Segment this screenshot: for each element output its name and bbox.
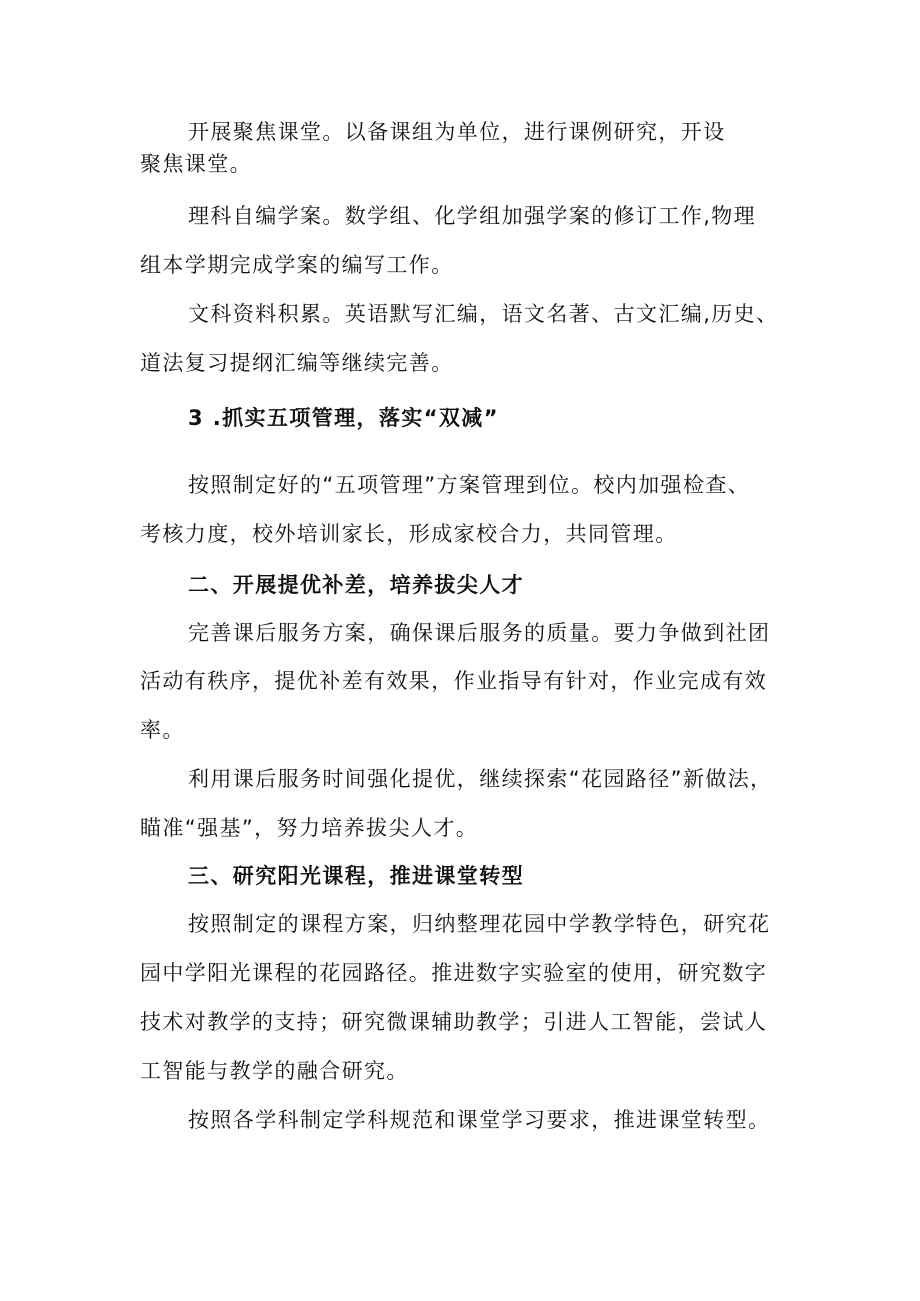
paragraph-classroom-transformation: 按照各学科制定学科规范和课堂学习要求，推进课堂转型。 xyxy=(188,1108,771,1132)
paragraph-after-school-service-line-1: 完善课后服务方案，确保课后服务的质量。要力争做到社团 xyxy=(188,621,771,645)
paragraph-curriculum-plan-line-3: 技术对教学的支持；研究微课辅助教学；引进人工智能，尝试人 xyxy=(140,1010,768,1034)
paragraph-after-school-service-line-3: 率。 xyxy=(140,718,185,742)
paragraph-curriculum-plan-line-4: 工智能与教学的融合研究。 xyxy=(140,1059,409,1083)
paragraph-arts-materials-line-1: 文科资料积累。英语默写汇编，语文名著、古文汇编,历史、 xyxy=(188,302,779,326)
paragraph-after-school-service-line-2: 活动有秩序，提优补差有效果，作业指导有针对，作业完成有效 xyxy=(140,669,768,693)
paragraph-science-lesson-plans-line-1: 理科自编学案。数学组、化学组加强学案的修订工作,物理 xyxy=(188,204,757,228)
heading-five-management: 3 .抓实五项管理，落实“双减” xyxy=(188,406,499,430)
paragraph-five-management-line-1: 按照制定好的“五项管理”方案管理到位。校内加强检查、 xyxy=(188,473,751,497)
paragraph-curriculum-plan-line-1: 按照制定的课程方案，归纳整理花园中学教学特色，研究花 xyxy=(188,912,771,936)
paragraph-curriculum-plan-line-2: 园中学阳光课程的花园路径。推进数字实验室的使用，研究数字 xyxy=(140,961,768,985)
paragraph-science-lesson-plans-line-2: 组本学期完成学案的编写工作。 xyxy=(140,253,454,277)
paragraph-garden-path-line-2: 瞄准“强基”，努力培养拔尖人才。 xyxy=(140,816,479,840)
heading-section-three: 三、研究阳光课程，推进课堂转型 xyxy=(188,864,524,888)
heading-section-two: 二、开展提优补差，培养拔尖人才 xyxy=(188,573,524,597)
paragraph-arts-materials-line-2: 道法复习提纲汇编等继续完善。 xyxy=(140,351,454,375)
paragraph-five-management-line-2: 考核力度，校外培训家长，形成家校合力，共同管理。 xyxy=(140,522,678,546)
paragraph-focus-classroom-line-2: 聚焦课堂。 xyxy=(140,152,252,176)
paragraph-focus-classroom-line-1: 开展聚焦课堂。以备课组为单位，进行课例研究，开设 xyxy=(188,120,726,144)
paragraph-garden-path-line-1: 利用课后服务时间强化提优，继续探索“花园路径”新做法， xyxy=(188,767,773,791)
